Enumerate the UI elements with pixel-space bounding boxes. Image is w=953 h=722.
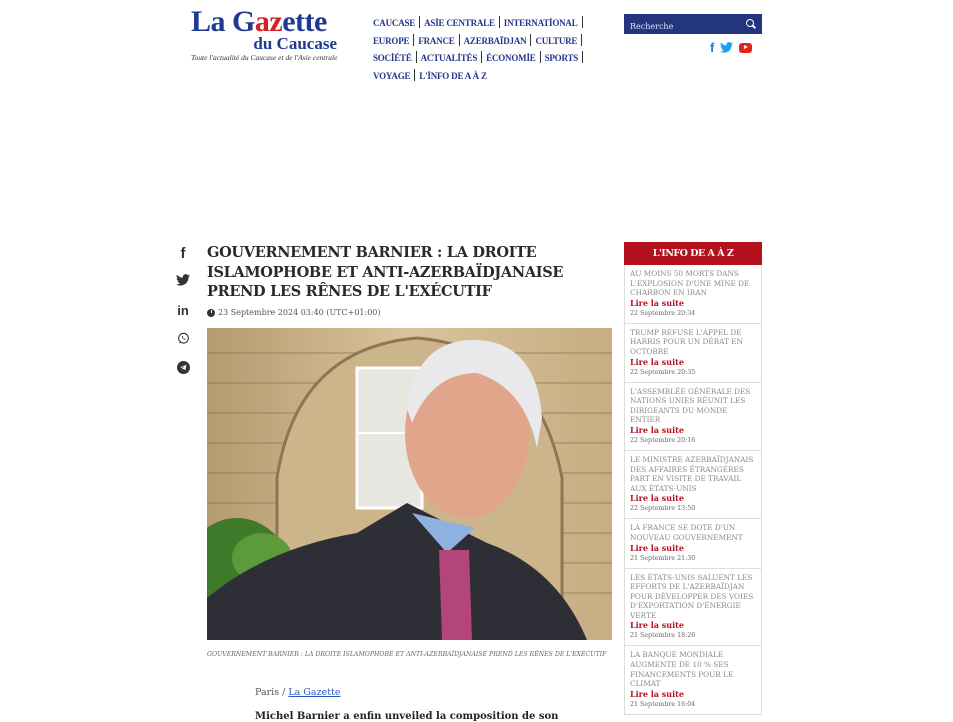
nav-link-culture[interactable]: CULTURE: [535, 35, 578, 46]
twitter-icon[interactable]: [720, 42, 733, 53]
source-city: Paris /: [255, 687, 289, 698]
nav-link-actualites[interactable]: ACTUALİTÉS: [420, 53, 478, 63]
nav-divider: [419, 16, 420, 28]
nav-divider: [581, 34, 582, 46]
news-title[interactable]: AU MOINS 50 MORTS DANS L'EXPLOSION D'UNE MINE DE CHARBON EN IRAN: [630, 269, 750, 298]
search-icon[interactable]: [746, 19, 754, 27]
article-date: [207, 308, 381, 317]
facebook-icon[interactable]: f: [710, 40, 715, 55]
nav-link-economie[interactable]: ÉCONOMİE: [486, 53, 536, 63]
news-title[interactable]: L'ASSEMBLÉE GÉNÉRALE DES NATIONS UNIES RÉUNIT LES DIRIGEANTS DU MONDE ENTIER: [630, 386, 751, 425]
news-date: 22 Septembre 13:50: [630, 505, 696, 513]
nav-row: [373, 29, 588, 47]
article-lead: Michel Barnier a enfin unveiled la composition de son: [255, 711, 559, 722]
nav-row: [373, 11, 588, 29]
read-more-link[interactable]: Lire la suite: [630, 620, 684, 631]
news-title[interactable]: LE MINISTRE AZERBAÏDJANAIS DES AFFAIRES ÉTRANGÈRES PART EN VISITE DE TRAVAIL AUX ÉTATS-UNIS: [630, 454, 754, 493]
youtube-icon[interactable]: [739, 43, 752, 53]
search-input[interactable]: [624, 17, 740, 37]
sidebar-news-item[interactable]: [624, 519, 762, 568]
read-more-link[interactable]: Lire la suite: [630, 493, 684, 504]
news-date: 22 Septembre 20:34: [630, 309, 696, 317]
nav-divider: [540, 51, 541, 63]
logo-subtitle: du Caucase: [253, 34, 337, 53]
nav-divider: [499, 16, 500, 28]
nav-link-info-a-z[interactable]: L'İNFO DE A À Z: [419, 70, 487, 81]
source-link[interactable]: La Gazette: [288, 687, 341, 698]
nav-link-societe[interactable]: SOCİÉTÉ: [373, 53, 412, 63]
read-more-link[interactable]: Lire la suite: [630, 356, 684, 367]
article-photo: [207, 328, 612, 640]
nav-link-sports[interactable]: SPORTS: [544, 53, 579, 63]
share-bar: [175, 245, 191, 390]
news-date: 22 Septembre 20:16: [630, 436, 696, 444]
read-more-link[interactable]: Lire la suite: [630, 542, 684, 553]
main-nav: [373, 11, 588, 81]
sidebar-news-item[interactable]: [624, 265, 762, 324]
social-links: [710, 41, 752, 54]
nav-divider: [582, 51, 583, 63]
logo-tagline: Toute l'actualité du Caucase et de l'Asie centrale: [191, 53, 338, 62]
sidebar-news-item[interactable]: [624, 324, 762, 383]
news-date: 21 Septembre 21:30: [630, 554, 696, 562]
whatsapp-icon[interactable]: [175, 332, 191, 361]
site-logo[interactable]: [191, 5, 341, 62]
info-a-z-sidebar: [624, 242, 762, 715]
sidebar-heading: L'INFO DE A À Z: [624, 242, 762, 265]
sidebar-news-item[interactable]: [624, 646, 762, 714]
search-box: [624, 14, 762, 34]
facebook-icon[interactable]: f: [180, 245, 186, 262]
nav-divider: [459, 34, 460, 46]
nav-link-azerbaidjan[interactable]: AZERBAÏDJAN: [463, 35, 527, 46]
nav-divider: [481, 51, 482, 63]
news-title[interactable]: LA FRANCE SE DOTE D'UN NOUVEAU GOUVERNEMENT: [630, 523, 743, 542]
nav-divider: [416, 51, 417, 63]
news-title[interactable]: LES ÉTATS-UNIS SALUENT LES EFFORTS DE L'AZERBAÏDJAN POUR DÉVELOPPER DES VOIES D'EXPORTATION D'ÉNERGIE VERTE: [630, 572, 754, 620]
news-title[interactable]: LA BANQUE MONDIALE AUGMENTE DE 10 % SES FINANCEMENTS POUR LE CLIMAT: [630, 650, 734, 689]
read-more-link[interactable]: Lire la suite: [630, 297, 684, 308]
nav-link-international[interactable]: INTERNATİONAL: [503, 18, 578, 28]
article-source: [255, 687, 340, 698]
nav-link-france[interactable]: FRANCE: [418, 35, 455, 46]
logo-title: La Gazette: [191, 5, 327, 38]
sidebar-news-item[interactable]: [624, 451, 762, 519]
twitter-icon[interactable]: [175, 274, 191, 303]
photo-caption: GOUVERNEMENT BARNIER : LA DROITE ISLAMOPHOBE ET ANTI-AZERBAÏDJANAISE PREND LES RÊNES DE L'EXÉCUTIF: [207, 651, 607, 658]
sidebar-news-item[interactable]: [624, 383, 762, 451]
nav-link-voyage[interactable]: VOYAGE: [373, 70, 411, 81]
nav-divider: [582, 16, 583, 28]
nav-row: [373, 46, 588, 64]
telegram-icon[interactable]: [175, 361, 191, 390]
nav-link-europe[interactable]: EUROPE: [373, 35, 410, 46]
news-date: 22 Septembre 20:35: [630, 368, 696, 376]
clock-icon: [207, 309, 215, 317]
nav-row: [373, 64, 588, 82]
article-title: GOUVERNEMENT BARNIER : LA DROITE ISLAMOPHOBE ET ANTI-AZERBAÏDJANAISE PREND LES RÊNES DE L'EXÉCUTIF: [207, 244, 564, 300]
read-more-link[interactable]: Lire la suite: [630, 688, 684, 699]
nav-divider: [413, 34, 414, 46]
nav-link-asie-centrale[interactable]: ASİE CENTRALE: [424, 18, 495, 28]
nav-divider: [530, 34, 531, 46]
news-date: 21 Septembre 16:04: [630, 700, 696, 708]
linkedin-icon[interactable]: in: [177, 303, 189, 318]
news-title[interactable]: TRUMP REFUSE L'APPEL DE HARRIS POUR UN DÉBAT EN OCTOBRE: [630, 327, 743, 356]
read-more-link[interactable]: Lire la suite: [630, 424, 684, 435]
news-date: 21 Septembre 18:26: [630, 632, 696, 640]
nav-divider: [414, 69, 415, 81]
article-date-text: 23 Septembre 2024 03:40 (UTC+01:00): [218, 308, 381, 317]
sidebar-news-item[interactable]: [624, 569, 762, 647]
nav-link-caucase[interactable]: CAUCASE: [373, 18, 416, 28]
